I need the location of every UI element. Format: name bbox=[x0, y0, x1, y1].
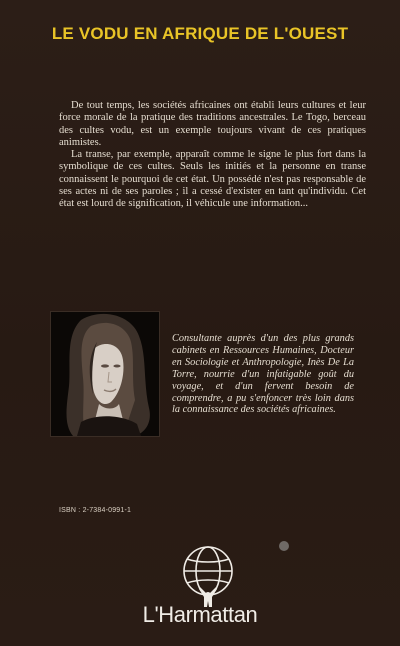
author-photo bbox=[50, 311, 160, 437]
book-title: LE VODU EN AFRIQUE DE L'OUEST bbox=[51, 24, 349, 43]
globe-stamp-icon bbox=[279, 541, 289, 551]
blurb-paragraph: De tout temps, les sociétés africaines ont établi leurs cultures et leur force morale de la pratique des traditions ancestrales. Le Togo, berceau des cultes vodu, est un exemple toujours vivant de ces pratiques animistes. bbox=[59, 100, 366, 148]
author-bio: Consultante auprès d'un des plus grands cabinets en Ressources Humaines, Docteur en Sociologie et Anthropologie, Inès De La Torre, nourrie d'un infatigable goût du voyage, et d'un fervent besoin de comprendre, a pu s'enfoncer très loin dans la connaissance des sociétés africaines. bbox=[172, 333, 354, 416]
blurb bbox=[59, 100, 366, 211]
blurb-paragraph: La transe, par exemple, apparaît comme le signe le plus fort dans la symbolique de ces cultes. Seuls les initiés et la personne en transe connaissent le pourquoi de cet état. Un possédé n'est pas responsable de ses actes ni de ses paroles ; il a cessé d'exister en tant qu'individu. Cet état est lourd de signification, il véhicule une information... bbox=[59, 149, 366, 210]
isbn: ISBN : 2-7384-0991-1 bbox=[59, 507, 132, 514]
publisher-name: L'Harmattan bbox=[142, 602, 258, 627]
